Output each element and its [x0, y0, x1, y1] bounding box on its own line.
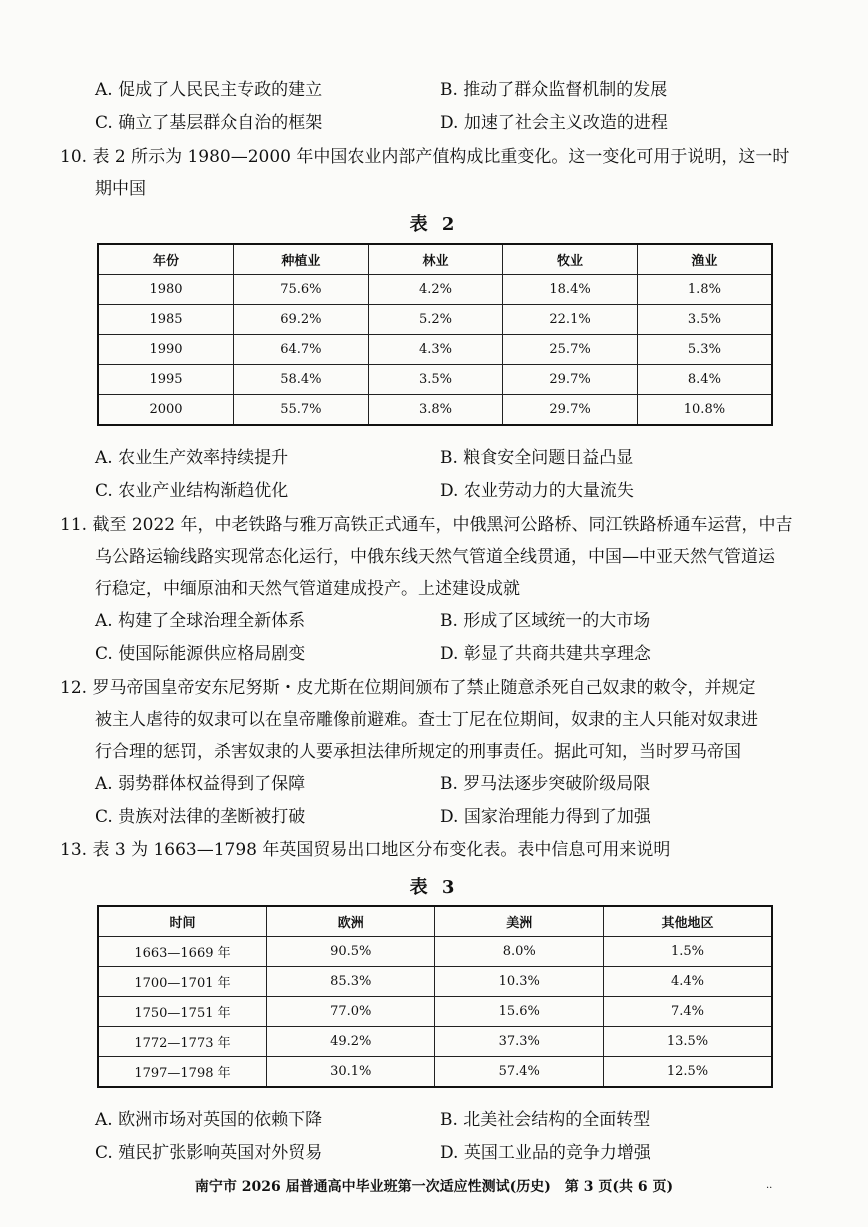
q11-option-b: B. 形成了区域统一的大市场: [440, 611, 651, 631]
q10-stem-line2: 期中国: [95, 179, 146, 199]
table-cell: 10.8%: [637, 395, 772, 426]
table-cell: 1663—1669 年: [98, 937, 266, 967]
table2-header-cell: 渔业: [637, 244, 772, 275]
table-row: [98, 937, 772, 967]
table-cell: 1772—1773 年: [98, 1027, 266, 1057]
table-cell: 29.7%: [503, 395, 638, 426]
table3-header-cell: 其他地区: [603, 906, 772, 937]
table-cell: 1.8%: [637, 275, 772, 305]
table-cell: 90.5%: [266, 937, 435, 967]
table-row: [98, 275, 772, 305]
table-cell: 55.7%: [234, 395, 369, 426]
q11-option-a: A. 构建了全球治理全新体系: [95, 611, 306, 631]
q10-stem-line1: 10. 表 2 所示为 1980—2000 年中国农业内部产值构成比重变化。这一变化可用于说明，这一时: [60, 147, 790, 167]
table-cell: 1985: [98, 305, 234, 335]
table-cell: 7.4%: [603, 997, 772, 1027]
table-row: [98, 1057, 772, 1088]
table3-header-cell: 美洲: [435, 906, 604, 937]
q12-option-d: D. 国家治理能力得到了加强: [440, 807, 651, 827]
table-cell: 2000: [98, 395, 234, 426]
table-cell: 10.3%: [435, 967, 604, 997]
table3: [97, 905, 773, 1088]
q11-option-c: C. 使国际能源供应格局剧变: [95, 644, 306, 664]
q11-stem-line3: 行稳定，中缅原油和天然气管道建成投产。上述建设成就: [95, 579, 520, 599]
table2-header-cell: 林业: [368, 244, 503, 275]
table-cell: 22.1%: [503, 305, 638, 335]
q10-option-d: D. 农业劳动力的大量流失: [440, 481, 634, 501]
table-row: [98, 395, 772, 426]
table-cell: 3.5%: [368, 365, 503, 395]
table-cell: 3.5%: [637, 305, 772, 335]
table-cell: 1797—1798 年: [98, 1057, 266, 1088]
table-cell: 64.7%: [234, 335, 369, 365]
q9-option-b: B. 推动了群众监督机制的发展: [440, 80, 668, 100]
table-cell: 5.3%: [637, 335, 772, 365]
table3-header-cell: 时间: [98, 906, 266, 937]
table-cell: 18.4%: [503, 275, 638, 305]
q9-option-c: C. 确立了基层群众自治的框架: [95, 113, 323, 133]
q13-stem-line1: 13. 表 3 为 1663—1798 年英国贸易出口地区分布变化表。表中信息可用来说明: [60, 840, 671, 860]
q13-option-c: C. 殖民扩张影响英国对外贸易: [95, 1143, 323, 1163]
table-cell: 1980: [98, 275, 234, 305]
table-cell: 1995: [98, 365, 234, 395]
q12-stem-line3: 行合理的惩罚，杀害奴隶的人要承担法律所规定的刑事责任。据此可知，当时罗马帝国: [95, 742, 741, 762]
table-cell: 12.5%: [603, 1057, 772, 1088]
q11-stem-line2: 乌公路运输线路实现常态化运行，中俄东线天然气管道全线贯通，中国—中亚天然气管道运: [95, 547, 775, 567]
q13-option-b: B. 北美社会结构的全面转型: [440, 1110, 651, 1130]
table-row: [98, 335, 772, 365]
table-cell: 4.3%: [368, 335, 503, 365]
q12-option-c: C. 贵族对法律的垄断被打破: [95, 807, 306, 827]
table3-title: 表 3: [409, 877, 459, 898]
table-cell: 69.2%: [234, 305, 369, 335]
table-cell: 30.1%: [266, 1057, 435, 1088]
table-row: [98, 967, 772, 997]
table2: [97, 243, 773, 426]
corner-mark: ..: [766, 1180, 773, 1191]
table2-header-cell: 种植业: [234, 244, 369, 275]
table-cell: 25.7%: [503, 335, 638, 365]
table-cell: 4.2%: [368, 275, 503, 305]
table-cell: 58.4%: [234, 365, 369, 395]
table-cell: 77.0%: [266, 997, 435, 1027]
table2-header-cell: 年份: [98, 244, 234, 275]
q11-option-d: D. 彰显了共商共建共享理念: [440, 644, 651, 664]
table-row: [98, 997, 772, 1027]
q11-stem-line1: 11. 截至 2022 年，中老铁路与雅万高铁正式通车，中俄黑河公路桥、同江铁路桥通车运营，中吉: [60, 515, 793, 535]
q13-option-d: D. 英国工业品的竞争力增强: [440, 1143, 651, 1163]
q9-option-d: D. 加速了社会主义改造的进程: [440, 113, 668, 133]
table-cell: 5.2%: [368, 305, 503, 335]
table-row: [98, 305, 772, 335]
table2-header-row: [98, 244, 772, 275]
q12-stem-line1: 12. 罗马帝国皇帝安东尼努斯・皮尤斯在位期间颁布了禁止随意杀死自己奴隶的敕令，并规定: [60, 678, 756, 698]
q12-option-a: A. 弱势群体权益得到了保障: [95, 774, 306, 794]
table-cell: 1750—1751 年: [98, 997, 266, 1027]
table-cell: 1.5%: [603, 937, 772, 967]
table-cell: 15.6%: [435, 997, 604, 1027]
q12-stem-line2: 被主人虐待的奴隶可以在皇帝雕像前避难。查士丁尼在位期间，奴隶的主人只能对奴隶进: [95, 710, 758, 730]
table3-header-cell: 欧洲: [266, 906, 435, 937]
table-row: [98, 365, 772, 395]
table-cell: 57.4%: [435, 1057, 604, 1088]
table-row: [98, 1027, 772, 1057]
table-cell: 85.3%: [266, 967, 435, 997]
q10-option-b: B. 粮食安全问题日益凸显: [440, 448, 634, 468]
table-cell: 49.2%: [266, 1027, 435, 1057]
table-cell: 4.4%: [603, 967, 772, 997]
q13-option-a: A. 欧洲市场对英国的依赖下降: [95, 1110, 323, 1130]
table-cell: 1990: [98, 335, 234, 365]
table-cell: 1700—1701 年: [98, 967, 266, 997]
table2-header-cell: 牧业: [503, 244, 638, 275]
q12-option-b: B. 罗马法逐步突破阶级局限: [440, 774, 651, 794]
table3-header-row: [98, 906, 772, 937]
table-cell: 8.4%: [637, 365, 772, 395]
table-cell: 3.8%: [368, 395, 503, 426]
table-cell: 75.6%: [234, 275, 369, 305]
table-cell: 29.7%: [503, 365, 638, 395]
table-cell: 8.0%: [435, 937, 604, 967]
q10-option-c: C. 农业产业结构渐趋优化: [95, 481, 289, 501]
q9-option-a: A. 促成了人民民主专政的建立: [95, 80, 323, 100]
table-cell: 37.3%: [435, 1027, 604, 1057]
table2-title: 表 2: [409, 214, 459, 235]
table-cell: 13.5%: [603, 1027, 772, 1057]
page-footer: 南宁市 2026 届普通高中毕业班第一次适应性测试(历史) 第 3 页(共 6 页): [194, 1179, 674, 1195]
q10-option-a: A. 农业生产效率持续提升: [95, 448, 289, 468]
